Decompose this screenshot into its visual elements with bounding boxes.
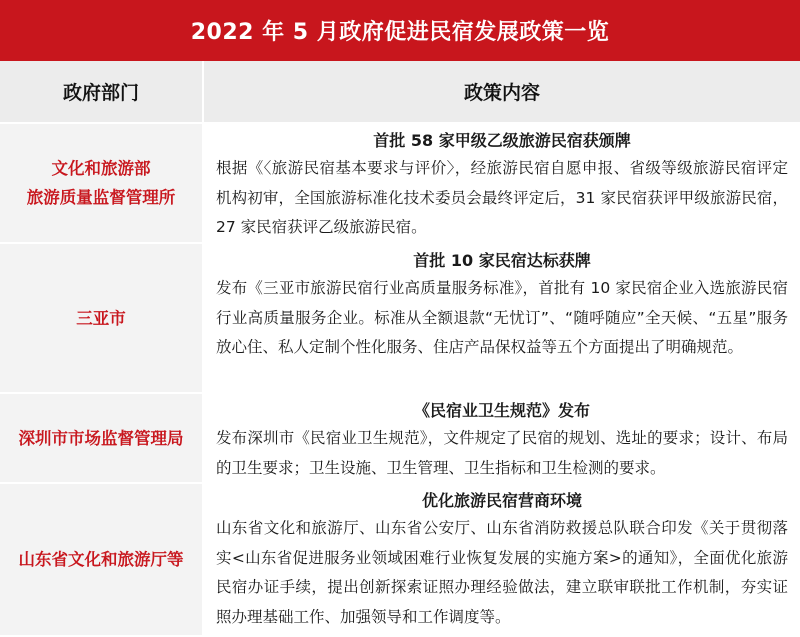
policy-cell: [204, 244, 800, 392]
header-policy: 政策内容: [463, 82, 540, 104]
policy-table: [0, 61, 800, 637]
department-cell: [0, 124, 204, 242]
table-row: [0, 484, 800, 637]
table-row: [0, 244, 800, 394]
policy-title: 《民宿业卫生规范》发布: [413, 401, 590, 420]
department-name: 旅游质量监督管理所: [26, 188, 176, 207]
policy-cell: [204, 124, 800, 242]
policy-title: 首批 10 家民宿达标获牌: [413, 251, 591, 270]
department-name: 深圳市市场监督管理局: [18, 428, 184, 448]
table-row: [0, 394, 800, 484]
policy-body: 根据《〈旅游民宿基本要求与评价〉，经旅游民宿自愿申报、省级等级旅游民宿评定机构初审，全国旅游标准化技术委员会最终评定后，31 家民宿获评甲级旅游民宿，27 家民宿获评乙级旅游民宿。: [216, 159, 788, 236]
policy-title: 优化旅游民宿营商环境: [421, 491, 582, 510]
header-department: 政府部门: [0, 61, 204, 122]
department-cell: [0, 244, 204, 392]
department-cell: [0, 484, 204, 635]
policy-body: 山东省文化和旅游厅、山东省公安厅、山东省消防救援总队联合印发《关于贯彻落实<山东省促进服务业领域困难行业恢复发展的实施方案>的通知》，全面优化旅游民宿办证手续，提出创新探索证照办理经验做法，建立联审联批工作机制，夯实证照办理基础工作、加强领导和工作调度等。: [216, 519, 788, 626]
department-name: 文化和旅游部: [51, 159, 151, 178]
table-row: [0, 124, 800, 244]
department-cell: [0, 394, 204, 482]
department-name: 山东省文化和旅游厅等: [18, 550, 184, 569]
table-header-row: [0, 61, 800, 124]
policy-cell: [204, 394, 800, 482]
policy-body: 发布深圳市《民宿业卫生规范》，文件规定了民宿的规划、选址的要求；设计、布局的卫生要求；卫生设施、卫生管理、卫生指标和卫生检测的要求。: [216, 429, 788, 477]
policy-cell: [204, 484, 800, 635]
department-name: 三亚市: [76, 308, 126, 328]
policy-title: 首批 58 家甲级乙级旅游民宿获颁牌: [373, 131, 631, 150]
policy-body: 发布《三亚市旅游民宿行业高质量服务标准》，首批有 10 家民宿企业入选旅游民宿行业高质量服务企业。标准从全额退款“无忧订”、“随呼随应”全天候、“五星”服务放心住、私人定制个性化服务、住店产品保权益等五个方面提出了明确规范。: [216, 279, 788, 356]
table-title: 2022 年 5 月政府促进民宿发展政策一览: [0, 0, 800, 61]
